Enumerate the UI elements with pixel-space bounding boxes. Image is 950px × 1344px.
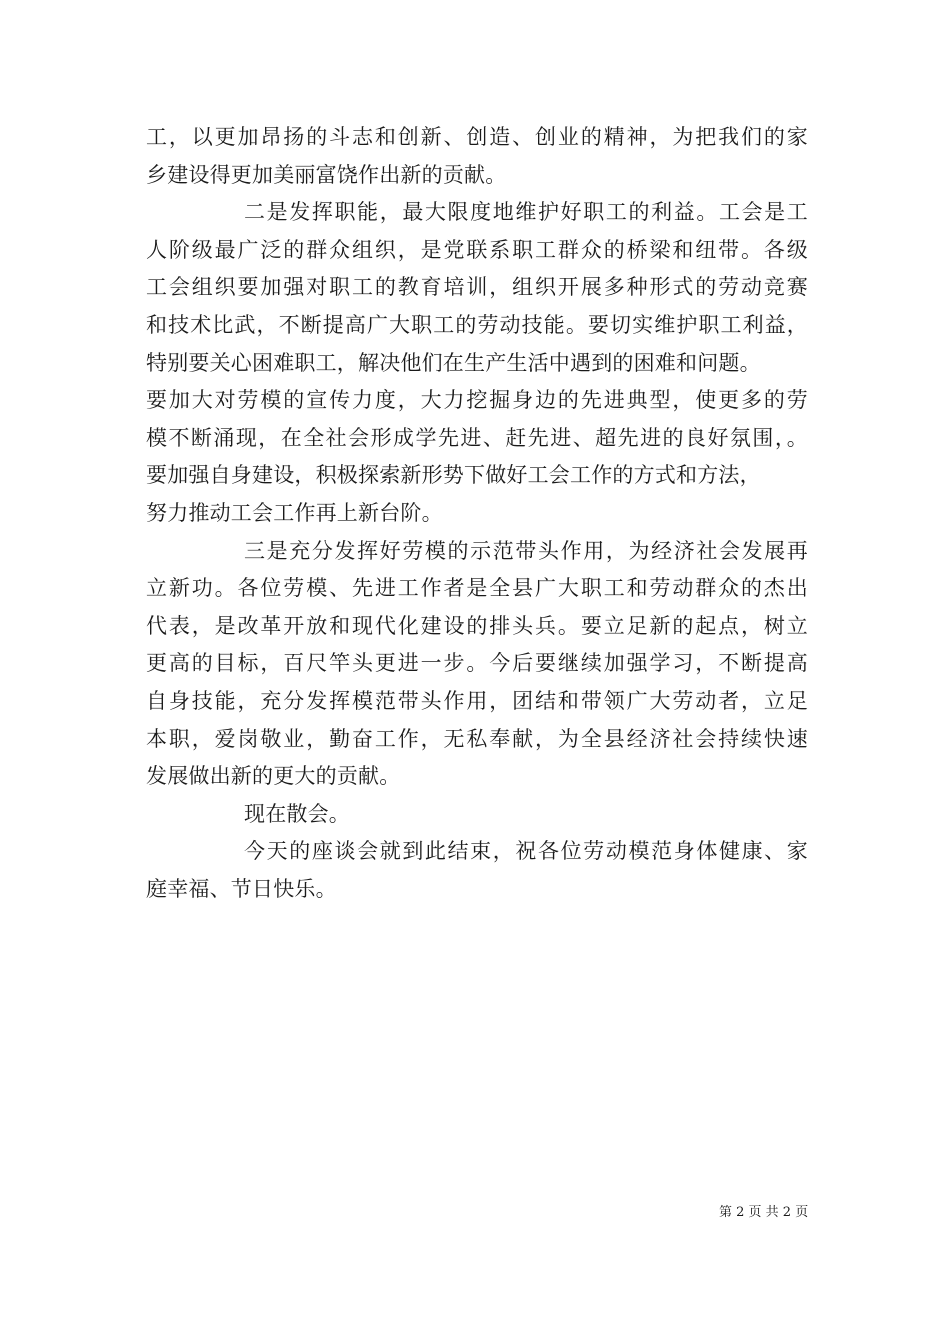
text-line: 人阶级最广泛的群众组织，是党联系职工群众的桥梁和纽带。各级 [146, 237, 808, 262]
text-line: 代表，是改革开放和现代化建设的排头兵。要立足新的起点，树立 [146, 613, 808, 638]
text-line: 要加强自身建设，积极探索新形势下做好工会工作的方式和方法， [146, 463, 761, 488]
page-number: 第 2 页 共 2 页 [719, 1205, 809, 1220]
paragraph-start-line: 现在散会。 [244, 801, 350, 826]
text-line: 努力推动工会工作再上新台阶。 [146, 500, 443, 525]
paragraph-start-line: 三是充分发挥好劳模的示范带头作用，为经济社会发展再 [244, 538, 808, 563]
text-line: 本职，爱岗敬业，勤奋工作，无私奉献，为全县经济社会持续快速 [146, 726, 808, 751]
text-line: 工，以更加昂扬的斗志和创新、创造、创业的精神，为把我们的家 [146, 125, 808, 149]
text-line: 更高的目标，百尺竿头更进一步。今后要继续加强学习，不断提高 [146, 651, 808, 676]
text-line: 自身技能，充分发挥模范带头作用，团结和带领广大劳动者，立足 [146, 688, 808, 713]
document-body [146, 119, 808, 908]
paragraph-start-line: 今天的座谈会就到此结束，祝各位劳动模范身体健康、家 [244, 839, 808, 864]
text-line: 特别要关心困难职工，解决他们在生产生活中遇到的困难和问题。 [146, 350, 761, 375]
text-line: 和技术比武，不断提高广大职工的劳动技能。要切实维护职工利益， [146, 312, 808, 337]
text-line: 乡建设得更加美丽富饶作出新的贡献。 [146, 162, 507, 187]
paragraph-start-line: 二是发挥职能，最大限度地维护好职工的利益。工会是工 [244, 200, 808, 225]
text-line: 发展做出新的更大的贡献。 [146, 764, 401, 789]
text-line: 模不断涌现，在全社会形成学先进、赶先进、超先进的良好氛围，。 [146, 425, 808, 450]
text-line: 工会组织要加强对职工的教育培训，组织开展多种形式的劳动竞赛 [146, 275, 808, 300]
text-line: 立新功。各位劳模、先进工作者是全县广大职工和劳动群众的杰出 [146, 576, 808, 601]
text-line: 要加大对劳模的宣传力度，大力挖掘身边的先进典型，使更多的劳 [146, 388, 808, 413]
text-line: 庭幸福、节日快乐。 [146, 876, 337, 901]
